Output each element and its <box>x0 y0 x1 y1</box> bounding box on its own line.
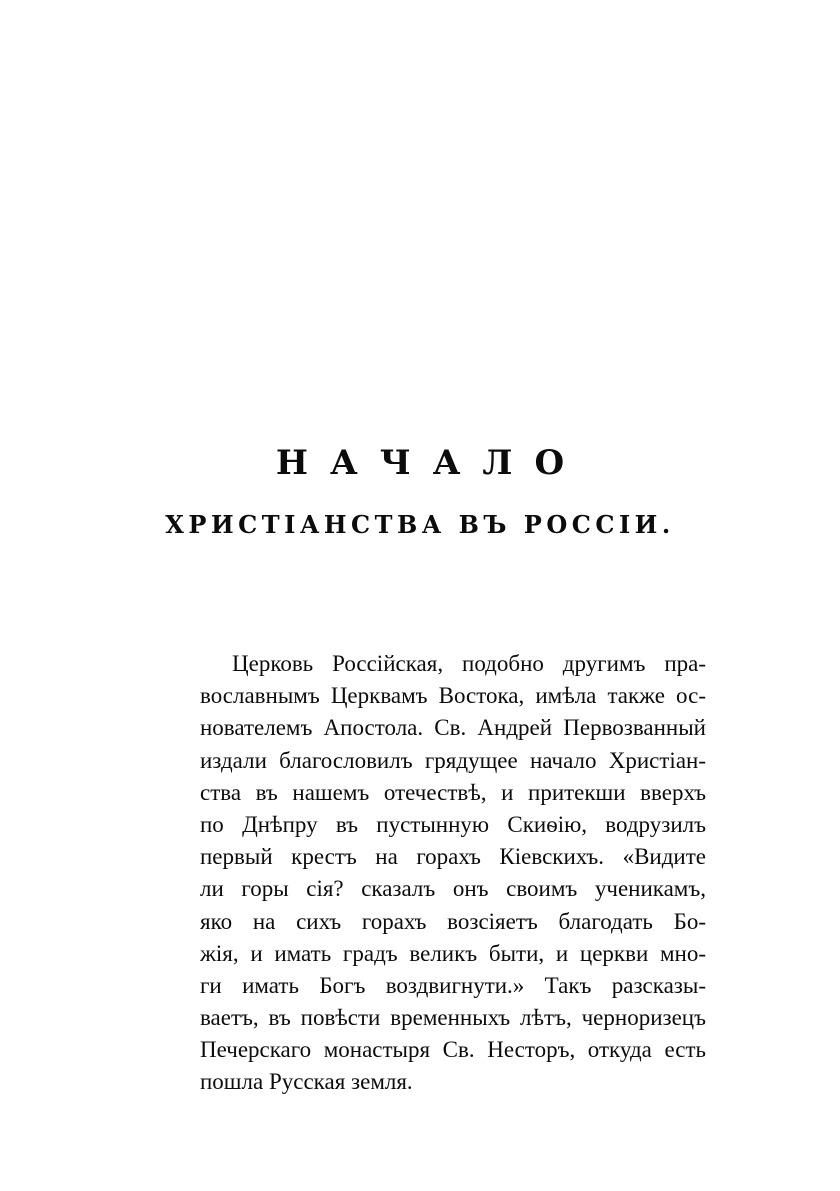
paragraph-line: Печерскаго монастыря Св. Несторъ, откуда есть <box>200 1037 706 1063</box>
paragraph-line: пошла Русская земля. <box>200 1069 413 1095</box>
paragraph-line: жія, и имать градъ великъ быти, и церкви мно- <box>200 940 706 966</box>
paragraph-line: первый крестъ на горахъ Кіевскихъ. «Видите <box>200 844 706 870</box>
paragraph-line: издали благословилъ грядущее начало Христіан- <box>200 747 706 773</box>
chapter-subtitle: ХРИСТІАНСТВА ВЪ РОССІИ. <box>165 510 675 539</box>
paragraph-line: по Днѣпру въ пустынную Скиѳію, водрузилъ <box>200 811 706 837</box>
paragraph-line: ги имать Богъ воздвигнути.» Такъ разсказы- <box>200 972 706 998</box>
paragraph-line: ли горы сія? сказалъ онъ своимъ ученикамъ, <box>200 876 706 902</box>
paragraph-line: нователемъ Апостола. Св. Андрей Первозванный <box>200 715 706 741</box>
paragraph-line: вославнымъ Церквамъ Востока, имѣла также ос- <box>200 683 706 709</box>
body-paragraph <box>200 648 706 1099</box>
paragraph-line: ваетъ, въ повѣсти временныхъ лѣтъ, черноризецъ <box>200 1005 706 1031</box>
paragraph-line: Церковь Россійская, подобно другимъ пра- <box>232 651 706 676</box>
paragraph-line: яко на сихъ горахъ возсіяетъ благодать Бо- <box>200 908 706 934</box>
chapter-title: НАЧАЛО <box>275 443 587 483</box>
paragraph-line: ства въ нашемъ отечествѣ, и притекши вверхъ <box>200 779 706 805</box>
